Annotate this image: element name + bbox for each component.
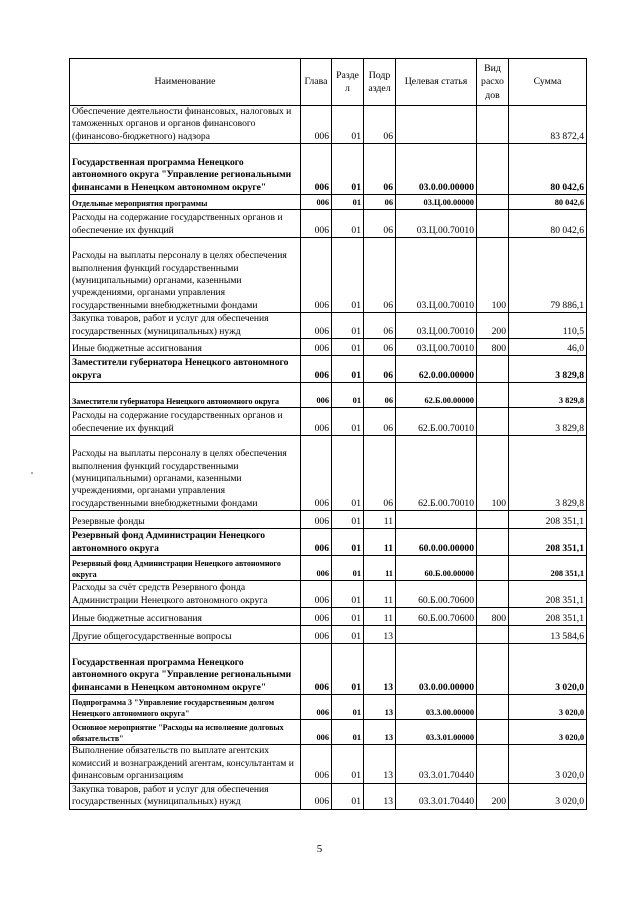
row-name: Государственная программа Ненецкого автономного округа "Управление региональными финансами в Ненецком автономном округе" bbox=[70, 644, 301, 695]
row-amount: 83 872,4 bbox=[509, 106, 587, 144]
row-type bbox=[477, 356, 509, 383]
row-subsection: 06 bbox=[364, 339, 396, 356]
row-target: 03.3.00.00000 bbox=[396, 695, 477, 720]
row-target: 03.Ц.00.70010 bbox=[396, 238, 477, 313]
row-amount: 3 829,8 bbox=[509, 383, 587, 408]
row-name: Расходы на выплаты персоналу в целях обеспечения выполнения функций государственными (муниципальными) органами, казенными учреждениями, органами управления государственными внебюджетными фондами bbox=[70, 436, 301, 511]
row-amount: 3 020,0 bbox=[509, 783, 587, 809]
row-subsection: 11 bbox=[364, 556, 396, 581]
row-section: 01 bbox=[332, 106, 364, 144]
table-row bbox=[70, 608, 587, 626]
row-type: 200 bbox=[477, 783, 509, 809]
row-type bbox=[477, 581, 509, 608]
row-target: 03.3.01.70440 bbox=[396, 745, 477, 783]
row-subsection: 13 bbox=[364, 695, 396, 720]
row-name: Резервные фонды bbox=[70, 511, 301, 529]
row-subsection: 13 bbox=[364, 644, 396, 695]
row-amount: 3 020,0 bbox=[509, 745, 587, 783]
row-type bbox=[477, 144, 509, 195]
header-amount: Сумма bbox=[509, 59, 587, 106]
table-row bbox=[70, 339, 587, 356]
page-number: 5 bbox=[316, 843, 323, 855]
row-section: 01 bbox=[332, 195, 364, 210]
row-subsection: 06 bbox=[364, 238, 396, 313]
row-target: 62.Б.00.70010 bbox=[396, 436, 477, 511]
row-chapter: 006 bbox=[301, 581, 332, 608]
row-subsection: 11 bbox=[364, 581, 396, 608]
row-subsection: 13 bbox=[364, 720, 396, 745]
row-name: Другие общегосударственные вопросы bbox=[70, 626, 301, 644]
row-amount: 208 351,1 bbox=[509, 511, 587, 529]
row-name: Подпрограмма 3 "Управление государственным долгом Ненецкого автономного округа" bbox=[70, 695, 301, 720]
row-chapter: 006 bbox=[301, 695, 332, 720]
row-name: Расходы за счёт средств Резервного фонда Администрации Ненецкого автономного округа bbox=[70, 581, 301, 608]
row-section: 01 bbox=[332, 238, 364, 313]
row-type bbox=[477, 529, 509, 556]
table-row bbox=[70, 356, 587, 383]
row-amount: 110,5 bbox=[509, 313, 587, 339]
row-chapter: 006 bbox=[301, 106, 332, 144]
row-section: 01 bbox=[332, 339, 364, 356]
row-section: 01 bbox=[332, 626, 364, 644]
row-subsection: 11 bbox=[364, 529, 396, 556]
row-type bbox=[477, 720, 509, 745]
row-type bbox=[477, 745, 509, 783]
row-section: 01 bbox=[332, 356, 364, 383]
row-name: Иные бюджетные ассигнования bbox=[70, 608, 301, 626]
row-amount: 80 042,6 bbox=[509, 144, 587, 195]
row-name: Закупка товаров, работ и услуг для обеспечения государственных (муниципальных) нужд bbox=[70, 783, 301, 809]
row-target: 62.0.00.00000 bbox=[396, 356, 477, 383]
row-chapter: 006 bbox=[301, 210, 332, 238]
row-subsection: 06 bbox=[364, 383, 396, 408]
row-type bbox=[477, 556, 509, 581]
row-chapter: 006 bbox=[301, 529, 332, 556]
row-name: Расходы на выплаты персоналу в целях обеспечения выполнения функций государственными (муниципальными) органами, казенными учреждениями, органами управления государственными внебюджетными фондами bbox=[70, 238, 301, 313]
row-amount: 3 020,0 bbox=[509, 644, 587, 695]
row-amount: 208 351,1 bbox=[509, 608, 587, 626]
row-chapter: 006 bbox=[301, 608, 332, 626]
row-type bbox=[477, 695, 509, 720]
header-name: Наименование bbox=[70, 59, 301, 106]
row-subsection: 06 bbox=[364, 210, 396, 238]
row-section: 01 bbox=[332, 720, 364, 745]
row-chapter: 006 bbox=[301, 356, 332, 383]
row-target: 62.Б.00.00000 bbox=[396, 383, 477, 408]
header-target: Целевая статья bbox=[396, 59, 477, 106]
table-row bbox=[70, 383, 587, 408]
row-name: Закупка товаров, работ и услуг для обеспечения государственных (муниципальных) нужд bbox=[70, 313, 301, 339]
budget-table bbox=[69, 58, 587, 810]
row-name: Расходы на содержание государственных органов и обеспечение их функций bbox=[70, 408, 301, 436]
table-row bbox=[70, 144, 587, 195]
row-section: 01 bbox=[332, 408, 364, 436]
row-name: Резервный фонд Администрации Ненецкого автономного округа bbox=[70, 529, 301, 556]
row-type bbox=[477, 210, 509, 238]
row-section: 01 bbox=[332, 383, 364, 408]
row-section: 01 bbox=[332, 695, 364, 720]
row-name: Резервный фонд Администрации Ненецкого автономного округа bbox=[70, 556, 301, 581]
row-name: Иные бюджетные ассигнования bbox=[70, 339, 301, 356]
row-section: 01 bbox=[332, 745, 364, 783]
row-chapter: 006 bbox=[301, 339, 332, 356]
row-section: 01 bbox=[332, 436, 364, 511]
row-type bbox=[477, 383, 509, 408]
row-subsection: 13 bbox=[364, 783, 396, 809]
row-name: Расходы на содержание государственных органов и обеспечение их функций bbox=[70, 210, 301, 238]
row-chapter: 006 bbox=[301, 556, 332, 581]
row-subsection: 06 bbox=[364, 313, 396, 339]
row-target: 03.Ц.00.70010 bbox=[396, 339, 477, 356]
row-section: 01 bbox=[332, 210, 364, 238]
row-amount: 3 829,8 bbox=[509, 408, 587, 436]
header-chapter: Глава bbox=[301, 59, 332, 106]
row-type bbox=[477, 626, 509, 644]
row-amount: 80 042,6 bbox=[509, 210, 587, 238]
table-row bbox=[70, 106, 587, 144]
row-subsection: 13 bbox=[364, 626, 396, 644]
row-amount: 208 351,1 bbox=[509, 581, 587, 608]
row-target: 03.3.01.70440 bbox=[396, 783, 477, 809]
row-target: 60.Б.00.70600 bbox=[396, 581, 477, 608]
row-target: 60.Б.00.00000 bbox=[396, 556, 477, 581]
row-chapter: 006 bbox=[301, 783, 332, 809]
row-amount: 13 584,6 bbox=[509, 626, 587, 644]
row-amount: 79 886,1 bbox=[509, 238, 587, 313]
row-chapter: 006 bbox=[301, 238, 332, 313]
table-row bbox=[70, 720, 587, 745]
table-row bbox=[70, 529, 587, 556]
row-type bbox=[477, 511, 509, 529]
row-amount: 3 020,0 bbox=[509, 695, 587, 720]
row-section: 01 bbox=[332, 313, 364, 339]
row-type bbox=[477, 408, 509, 436]
row-target: 03.Ц.00.00000 bbox=[396, 195, 477, 210]
row-section: 01 bbox=[332, 511, 364, 529]
table-row bbox=[70, 238, 587, 313]
table-header-row bbox=[70, 59, 587, 106]
row-target: 03.0.00.00000 bbox=[396, 644, 477, 695]
row-target bbox=[396, 106, 477, 144]
row-section: 01 bbox=[332, 783, 364, 809]
row-amount: 80 042,6 bbox=[509, 195, 587, 210]
row-target: 03.Ц.00.70010 bbox=[396, 210, 477, 238]
row-amount: 3 829,8 bbox=[509, 356, 587, 383]
table-row bbox=[70, 695, 587, 720]
row-chapter: 006 bbox=[301, 436, 332, 511]
row-section: 01 bbox=[332, 644, 364, 695]
table-row bbox=[70, 313, 587, 339]
row-subsection: 06 bbox=[364, 356, 396, 383]
row-section: 01 bbox=[332, 144, 364, 195]
row-chapter: 006 bbox=[301, 720, 332, 745]
row-subsection: 06 bbox=[364, 408, 396, 436]
row-name: Заместители губернатора Ненецкого автономного округа bbox=[70, 356, 301, 383]
header-subsection: Подр аздел bbox=[364, 59, 396, 106]
table-row bbox=[70, 436, 587, 511]
row-type: 200 bbox=[477, 313, 509, 339]
row-amount: 3 020,0 bbox=[509, 720, 587, 745]
row-target: 60.Б.00.70600 bbox=[396, 608, 477, 626]
table-row bbox=[70, 644, 587, 695]
row-chapter: 006 bbox=[301, 408, 332, 436]
row-name: Выполнение обязательств по выплате агентских комиссий и вознаграждений агентам, консультантам и финансовым организациям bbox=[70, 745, 301, 783]
row-subsection: 06 bbox=[364, 195, 396, 210]
row-target bbox=[396, 511, 477, 529]
table-row bbox=[70, 745, 587, 783]
row-type: 800 bbox=[477, 608, 509, 626]
table-row bbox=[70, 195, 587, 210]
row-section: 01 bbox=[332, 608, 364, 626]
row-chapter: 006 bbox=[301, 195, 332, 210]
row-amount: 46,0 bbox=[509, 339, 587, 356]
row-name: Основное мероприятие "Расходы на исполнение долговых обязательств" bbox=[70, 720, 301, 745]
row-subsection: 11 bbox=[364, 608, 396, 626]
row-type bbox=[477, 195, 509, 210]
scan-speck bbox=[31, 472, 33, 474]
row-chapter: 006 bbox=[301, 644, 332, 695]
row-subsection: 06 bbox=[364, 436, 396, 511]
row-subsection: 06 bbox=[364, 144, 396, 195]
row-chapter: 006 bbox=[301, 383, 332, 408]
row-name: Отдельные мероприятия программы bbox=[70, 195, 301, 210]
table-row bbox=[70, 626, 587, 644]
row-section: 01 bbox=[332, 581, 364, 608]
row-type: 100 bbox=[477, 238, 509, 313]
table-row bbox=[70, 408, 587, 436]
row-section: 01 bbox=[332, 556, 364, 581]
table-row bbox=[70, 210, 587, 238]
row-chapter: 006 bbox=[301, 511, 332, 529]
row-name: Заместители губернатора Ненецкого автономного округа bbox=[70, 383, 301, 408]
row-target: 03.0.00.00000 bbox=[396, 144, 477, 195]
row-name: Государственная программа Ненецкого автономного округа "Управление региональными финансами в Ненецком автономном округе" bbox=[70, 144, 301, 195]
row-chapter: 006 bbox=[301, 313, 332, 339]
row-chapter: 006 bbox=[301, 626, 332, 644]
table-row bbox=[70, 581, 587, 608]
row-chapter: 006 bbox=[301, 144, 332, 195]
row-type bbox=[477, 644, 509, 695]
row-name: Обеспечение деятельности финансовых, налоговых и таможенных органов и органов финансового (финансово-бюджетного) надзора bbox=[70, 106, 301, 144]
row-amount: 208 351,1 bbox=[509, 556, 587, 581]
row-amount: 3 829,8 bbox=[509, 436, 587, 511]
row-target: 60.0.00.00000 bbox=[396, 529, 477, 556]
row-section: 01 bbox=[332, 529, 364, 556]
row-subsection: 13 bbox=[364, 745, 396, 783]
header-expense-type: Вид расхо дов bbox=[477, 59, 509, 106]
row-subsection: 11 bbox=[364, 511, 396, 529]
row-type: 800 bbox=[477, 339, 509, 356]
row-subsection: 06 bbox=[364, 106, 396, 144]
row-type: 100 bbox=[477, 436, 509, 511]
row-chapter: 006 bbox=[301, 745, 332, 783]
row-amount: 208 351,1 bbox=[509, 529, 587, 556]
table-row bbox=[70, 783, 587, 809]
row-target: 62.Б.00.70010 bbox=[396, 408, 477, 436]
table-row bbox=[70, 556, 587, 581]
row-target bbox=[396, 626, 477, 644]
header-section: Разде л bbox=[332, 59, 364, 106]
row-target: 03.3.01.00000 bbox=[396, 720, 477, 745]
row-type bbox=[477, 106, 509, 144]
table-row bbox=[70, 511, 587, 529]
row-target: 03.Ц.00.70010 bbox=[396, 313, 477, 339]
